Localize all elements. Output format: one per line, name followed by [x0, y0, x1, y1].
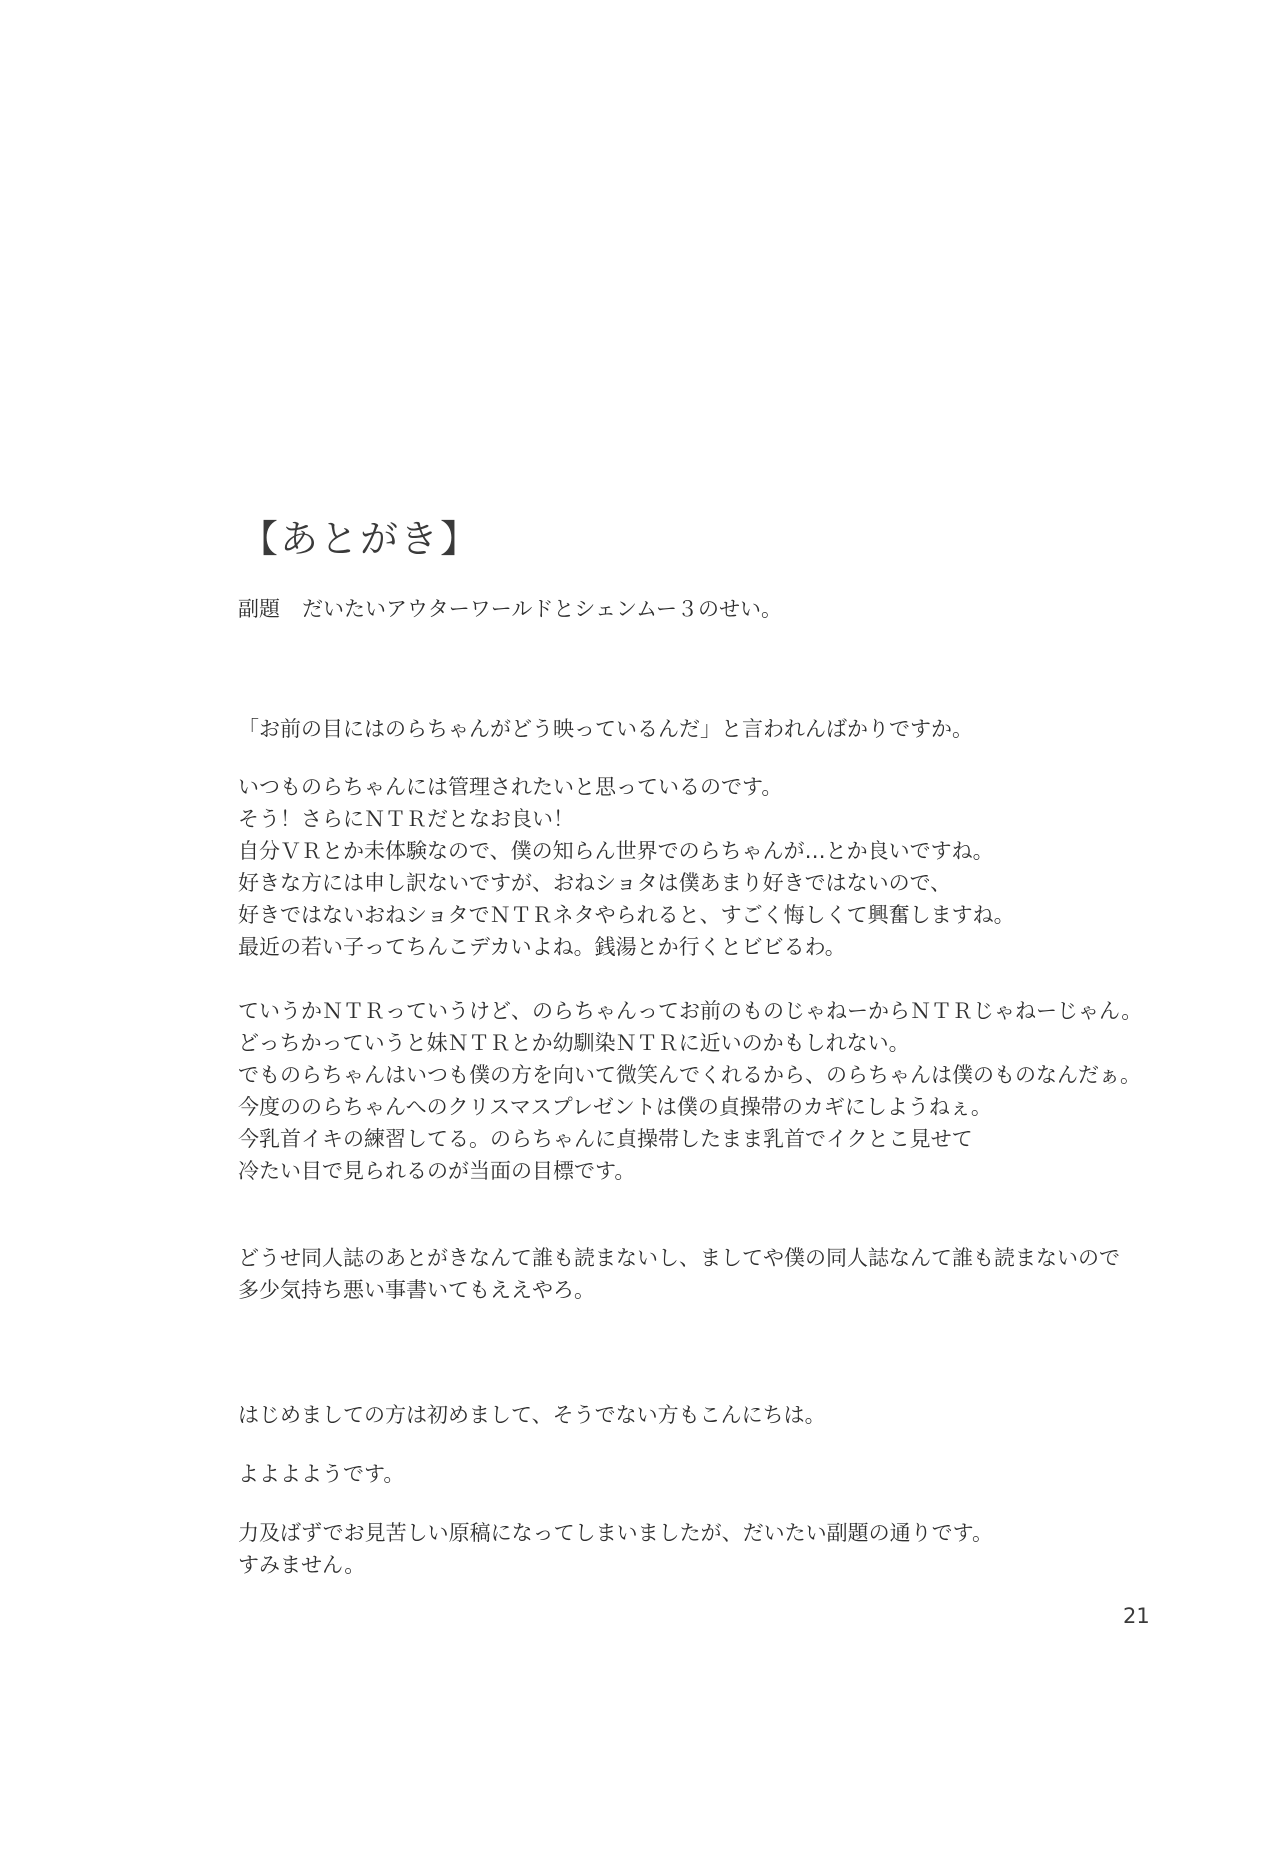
body-line: ていうかＮＴＲっていうけど、のらちゃんってお前のものじゃねーからＮＴＲじゃねーじゃん。 — [238, 999, 1143, 1023]
body-line: はじめましての方は初めまして、そうでない方もこんにちは。 — [238, 1403, 826, 1427]
subtitle — [238, 593, 782, 623]
subtitle-text: だいたいアウターワールドとシェンムー３のせい。 — [302, 597, 783, 621]
body-line: 好きではないおねショタでＮＴＲネタやられると、すごく悔しくて興奮しますね。 — [238, 903, 1015, 927]
body-line: 多少気持ち悪い事書いてもええやろ。 — [238, 1278, 595, 1302]
body-line: 「お前の目にはのらちゃんがどう映っているんだ」と言われんばかりですか。 — [238, 717, 973, 741]
page-title: 【あとがき】 — [240, 517, 481, 561]
body-line: 今度ののらちゃんへのクリスマスプレゼントは僕の貞操帯のカギにしようねぇ。 — [238, 1095, 992, 1119]
body-line: 力及ばずでお見苦しい原稿になってしまいましたが、だいたい副題の通りです。 — [238, 1521, 993, 1545]
body-line: 最近の若い子ってちんこデカいよね。銭湯とか行くとビビるわ。 — [238, 935, 846, 959]
body-line: どっちかっていうと妹ＮＴＲとか幼馴染ＮＴＲに近いのかもしれない。 — [238, 1031, 910, 1055]
body-line: 好きな方には申し訳ないですが、おねショタは僕あまり好きではないので、 — [238, 871, 952, 895]
body-line: 今乳首イキの練習してる。のらちゃんに貞操帯したまま乳首でイクとこ見せて — [238, 1127, 973, 1151]
body-line: よよよようです。 — [238, 1462, 405, 1486]
body-line: どうせ同人誌のあとがきなんて誰も読まないし、ましてや僕の同人誌なんて誰も読まないので — [238, 1246, 1120, 1270]
body-line: 冷たい目で見られるのが当面の目標です。 — [238, 1159, 636, 1183]
subtitle-label: 副題 — [238, 597, 280, 621]
page-number: 21 — [1123, 1604, 1150, 1628]
body-line: すみません。 — [238, 1553, 366, 1577]
body-line: そう！さらにＮＴＲだとなお良い！ — [238, 807, 574, 831]
body-line: 自分ＶＲとか未体験なので、僕の知らん世界でのらちゃんが…とか良いですね。 — [238, 839, 994, 863]
body-line: でものらちゃんはいつも僕の方を向いて微笑んでくれるから、のらちゃんは僕のものなんだぁ。 — [238, 1063, 1141, 1087]
body-line: いつものらちゃんには管理されたいと思っているのです。 — [238, 775, 783, 799]
